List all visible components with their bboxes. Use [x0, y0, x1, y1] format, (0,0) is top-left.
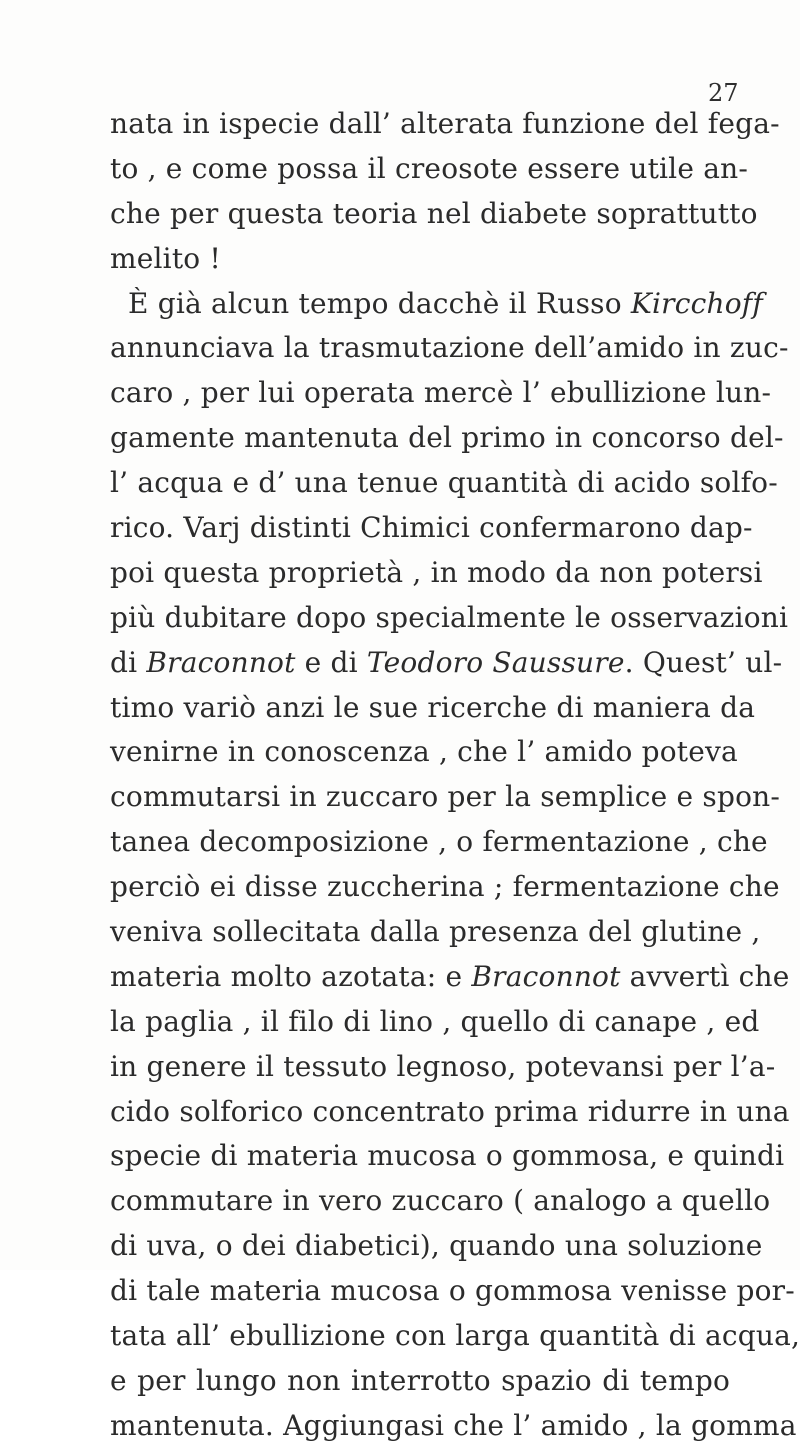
- text-fragment: materia molto azotata: e: [110, 959, 463, 993]
- text-line: perciò ei disse zuccherina ; fermentazione che: [110, 870, 780, 904]
- text-line: commutare in vero zuccaro ( analogo a quello: [110, 1184, 771, 1218]
- text-line: tanea decomposizione , o fermentazione , che: [110, 825, 768, 859]
- text-fragment: e di: [295, 645, 367, 679]
- text-line: melito !: [110, 241, 221, 275]
- text-fragment: È già alcun tempo dacchè il Russo: [128, 286, 622, 320]
- page-number: 27: [708, 79, 739, 107]
- text-line: [110, 282, 763, 327]
- text-line: [110, 641, 783, 686]
- text-line: specie di materia mucosa o gommosa, e quindi: [110, 1139, 785, 1173]
- person-name: Teodoro Saussure: [366, 645, 625, 679]
- text-line: che per questa teoria nel diabete soprattutto: [110, 196, 758, 230]
- person-name: Braconnot: [471, 959, 621, 993]
- text-line: rico. Varj distinti Chimici confermarono dap-: [110, 511, 753, 545]
- body-text: [110, 102, 800, 1449]
- text-line: to , e come possa il creosote essere utile an-: [110, 151, 748, 185]
- text-fragment: avvertì che: [620, 959, 790, 993]
- text-line: poi questa proprietà , in modo da non potersi: [110, 555, 763, 589]
- text-line: gamente mantenuta del primo in concorso del-: [110, 421, 784, 455]
- text-line: veniva sollecitata dalla presenza del glutine ,: [110, 915, 761, 949]
- text-line: di uva, o dei diabetici), quando una soluzione: [110, 1229, 763, 1263]
- text-line: annunciava la trasmutazione dell’amido in zuc-: [110, 331, 789, 365]
- text-line: la paglia , il filo di lino , quello di canape , ed: [110, 1004, 760, 1038]
- text-line: in genere il tessuto legnoso, potevansi per l’a-: [110, 1049, 776, 1083]
- text-line: commutarsi in zuccaro per la semplice e spon-: [110, 780, 781, 814]
- text-line: di tale materia mucosa o gommosa venisse por-: [110, 1274, 795, 1308]
- text-line: più dubitare dopo specialmente le osservazioni: [110, 600, 789, 634]
- text-fragment: di: [110, 645, 138, 679]
- person-name: Braconnot: [146, 645, 296, 679]
- text-line: cido solforico concentrato prima ridurre in una: [110, 1094, 790, 1128]
- text-line: [110, 955, 790, 1000]
- text-line: timo variò anzi le sue ricerche di maniera da: [110, 690, 756, 724]
- text-line: tata all’ ebullizione con larga quantità di acqua,: [110, 1319, 800, 1353]
- text-line: l’ acqua e d’ una tenue quantità di acido solfo-: [110, 466, 778, 500]
- text-fragment: . Quest’ ul-: [624, 645, 783, 679]
- text-line: caro , per lui operata mercè l’ ebullizione lun-: [110, 376, 772, 410]
- person-name: Kircchoff: [630, 286, 763, 320]
- text-line: nata in ispecie dall’ alterata funzione del fega-: [110, 107, 780, 140]
- text-line: venirne in conoscenza , che l’ amido poteva: [110, 735, 738, 769]
- text-line: mantenuta. Aggiungasi che l’ amido , la gomma: [110, 1408, 797, 1442]
- text-line: e per lungo non interrotto spazio di tempo: [110, 1363, 730, 1397]
